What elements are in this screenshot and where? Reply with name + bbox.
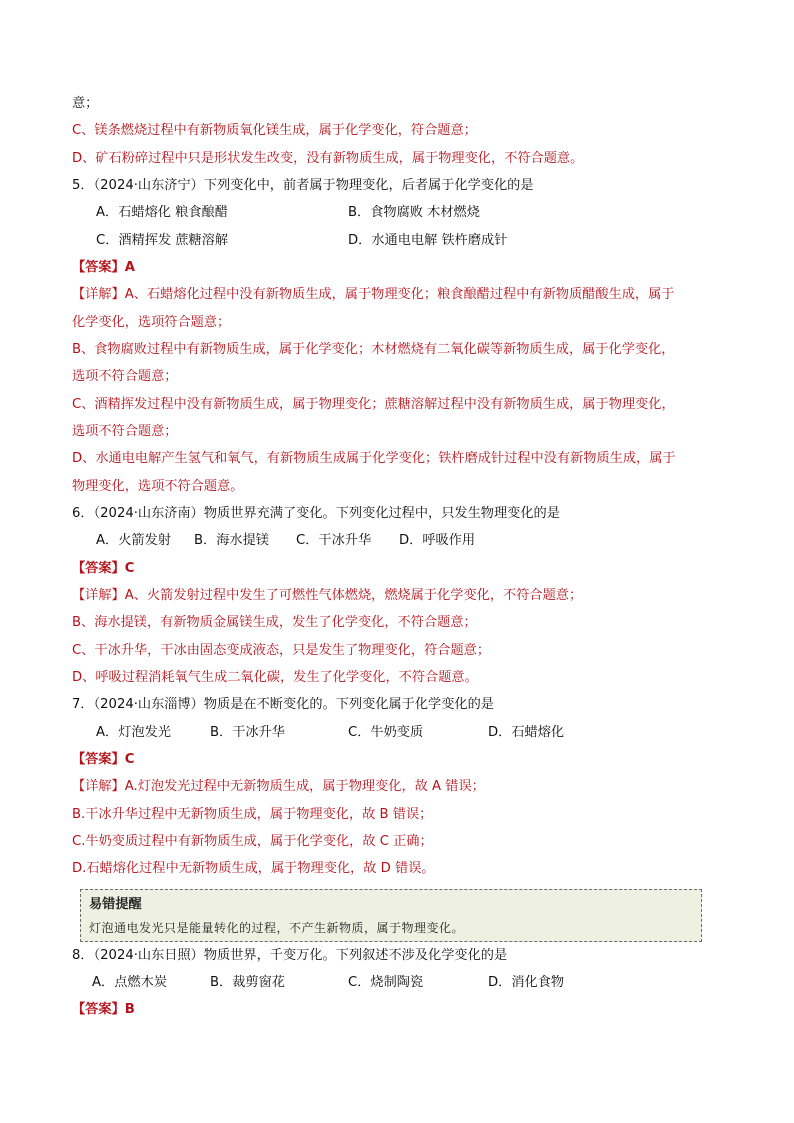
detail-line: 【详解】A.灯泡发光过程中无新物质生成，属于物理变化，故 A 错误； [72,779,485,794]
detail-line: 【详解】A、火箭发射过程中发生了可燃性气体燃烧，燃烧属于化学变化，不符合题意； [72,588,583,603]
option-b: B．食物腐败 木材燃烧 [348,205,480,220]
detail-line: 【详解】A、石蜡熔化过程中没有新物质生成，属于物理变化；粮食酿醋过程中有新物质醋酸生成，属于 [72,287,675,302]
option-a: A．点燃木炭 [92,975,167,990]
detail-line: B、食物腐败过程中有新物质生成，属于化学变化；木材燃烧有二氧化碳等新物质生成，属于化学变化， [72,342,675,357]
detail-line: D、水通电电解产生氢气和氧气，有新物质生成属于化学变化；铁杵磨成针过程中没有新物质生成，属于 [72,451,676,466]
question-5-stem: 5．（2024·山东济宁）下列变化中，前者属于物理变化，后者属于化学变化的是 [72,178,534,193]
answer-label: 【答案】C [72,561,135,576]
answer-label: 【答案】C [72,752,135,767]
detail-line: C.牛奶变质过程中有新物质生成，属于化学变化，故 C 正确； [72,834,433,849]
detail-line: 物理变化，选项不符合题意。 [72,479,244,494]
option-d: D．呼吸作用 [399,533,476,548]
answer-label: 【答案】A [72,260,135,275]
option-d: D．石蜡熔化 [488,725,565,740]
detail-line: C、干冰升华，干冰由固态变成液态，只是发生了物理变化，符合题意； [72,643,491,658]
option-a: A．火箭发射 [96,533,171,548]
text-line: 意； [72,96,99,111]
tip-title: 易错提醒 [89,897,142,912]
detail-line: 选项不符合题意； [72,424,178,439]
option-d: D．水通电电解 铁杵磨成针 [348,233,508,248]
detail-line: C、酒精挥发过程中没有新物质生成，属于物理变化；蔗糖溶解过程中没有新物质生成，属于物理变化， [72,397,675,412]
detail-line: 选项不符合题意； [72,369,178,384]
option-c: C．牛奶变质 [348,725,424,740]
tip-box [80,889,702,942]
text-line: C、镁条燃烧过程中有新物质氧化镁生成，属于化学变化，符合题意； [72,123,477,138]
detail-line: D.石蜡熔化过程中无新物质生成，属于物理变化，故 D 错误。 [72,861,435,876]
answer-label: 【答案】B [72,1002,135,1017]
detail-line: 化学变化，选项符合题意； [72,315,231,330]
option-a: A．灯泡发光 [96,725,171,740]
question-7-stem: 7．（2024·山东淄博）物质是在不断变化的。下列变化属于化学变化的是 [72,697,494,712]
option-b: B．干冰升华 [210,725,285,740]
option-c: C．酒精挥发 蔗糖溶解 [96,233,229,248]
option-c: C．烧制陶瓷 [348,975,424,990]
detail-line: B.干冰升华过程中无新物质生成，属于物理变化，故 B 错误； [72,807,433,822]
option-b: B．裁剪窗花 [210,975,285,990]
option-c: C．干冰升华 [296,533,372,548]
tip-body: 灯泡通电发光只是能量转化的过程，不产生新物质，属于物理变化。 [89,921,465,935]
question-6-stem: 6．（2024·山东济南）物质世界充满了变化。下列变化过程中，只发生物理变化的是 [72,506,560,521]
option-a: A．石蜡熔化 粮食酿醋 [96,205,228,220]
text-line: D、矿石粉碎过程中只是形状发生改变，没有新物质生成，属于物理变化，不符合题意。 [72,151,584,166]
option-b: B．海水提镁 [194,533,269,548]
question-8-stem: 8．（2024·山东日照）物质世界，千变万化。下列叙述不涉及化学变化的是 [72,948,508,963]
option-d: D．消化食物 [488,975,565,990]
detail-line: B、海水提镁，有新物质金属镁生成，发生了化学变化，不符合题意； [72,615,477,630]
detail-line: D、呼吸过程消耗氧气生成二氧化碳，发生了化学变化，不符合题意。 [72,670,478,685]
